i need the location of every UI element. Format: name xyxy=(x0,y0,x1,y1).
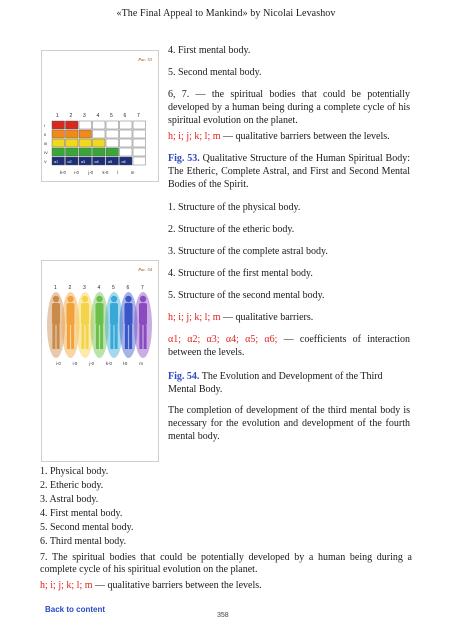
right-item-6-7: 6, 7. — the spiritual bodies that could be potentially developed by a human being during a complete cycle of his spiritual evolution on the planet. xyxy=(168,89,410,126)
fig-53-ref: Fig. 53. xyxy=(168,153,200,164)
fig53-cell xyxy=(106,148,119,156)
fig54-barrier: j-0 xyxy=(89,361,95,366)
fig53-cell xyxy=(133,130,146,138)
barrier-text-2: — qualitative barriers. xyxy=(220,312,314,323)
body-3: 3. Astral body. xyxy=(40,494,99,505)
fig54-col-3: 3 xyxy=(83,285,86,291)
fig53-col-7: 7 xyxy=(137,113,140,119)
fig54-col-7: 7 xyxy=(141,285,144,291)
fig53-cell xyxy=(120,121,133,129)
body-2: 2. Etheric body. xyxy=(40,480,104,491)
structure-1: 1. Structure of the physical body. xyxy=(168,202,301,213)
figure-53 xyxy=(41,50,159,182)
fig53-cell xyxy=(93,130,106,138)
fig53-cell xyxy=(133,157,146,165)
fig53-cell xyxy=(66,148,79,156)
page-header: «The Final Appeal to Mankind» by Nicolai Levashov xyxy=(116,8,336,19)
fig53-coef-2: α2 xyxy=(67,160,72,164)
fig53-row-IV: IV xyxy=(44,150,48,155)
fig54-barrier: i-0 xyxy=(56,361,61,366)
fig53-cell xyxy=(93,148,106,156)
body-6: 6. Third mental body. xyxy=(40,536,127,547)
fig53-col-3: 3 xyxy=(83,113,86,119)
structure-4: 4. Structure of the first mental body. xyxy=(168,268,313,279)
fig53-row-III: III xyxy=(44,141,48,146)
alpha-coefficients xyxy=(168,333,410,359)
fig-54-ref: Fig. 54. xyxy=(168,371,200,382)
fig53-cell xyxy=(133,121,146,129)
structure-3: 3. Structure of the complete astral body. xyxy=(168,246,328,257)
body-1: 1. Physical body. xyxy=(40,466,109,477)
fig53-coef-4: α4 xyxy=(94,160,99,164)
fig53-coef-1: α1 xyxy=(54,160,59,164)
fig53-col-4: 4 xyxy=(96,113,100,119)
fig-53-caption xyxy=(168,152,410,191)
fig53-cell xyxy=(106,139,119,147)
fig53-coef-3: α3 xyxy=(81,160,86,164)
fig53-cell xyxy=(79,148,92,156)
figure-53-diagram xyxy=(42,51,158,181)
page-number: 358 xyxy=(217,612,229,619)
structure-2: 2. Structure of the etheric body. xyxy=(168,224,295,235)
figure-54 xyxy=(41,260,159,462)
barrier-text: — qualitative barriers between the levels. xyxy=(220,131,390,142)
fig53-cell xyxy=(133,148,146,156)
fig53-barrier: m xyxy=(130,170,135,175)
fig53-col-2: 2 xyxy=(69,113,73,119)
fig53-barrier: j-0 xyxy=(88,170,94,175)
fig53-cell xyxy=(120,139,133,147)
barriers-line-1 xyxy=(168,130,410,143)
figure-54-label: Рис. 54 xyxy=(138,267,152,272)
body-7: 7. The spiritual bodies that could be potentially developed by a human being during a complete cycle of his spiritual evolution on the planet. xyxy=(40,552,412,575)
back-to-content-link[interactable]: Back to content xyxy=(45,605,106,614)
left-barrier-letters: h; i; j; k; l; m xyxy=(40,580,93,591)
fig54-col-1: 1 xyxy=(54,285,57,291)
fig54-col-5: 5 xyxy=(112,285,115,291)
fig53-row-I: I xyxy=(44,123,46,128)
fig53-cell xyxy=(79,130,92,138)
fig53-cell xyxy=(79,121,92,129)
fig53-barrier: i-0 xyxy=(74,170,79,175)
fig53-cell xyxy=(120,148,133,156)
left-barrier-text: — qualitative barriers between the levels. xyxy=(92,580,262,591)
figure-53-label: Рис. 53 xyxy=(138,57,152,62)
fig53-col-1: 1 xyxy=(56,113,59,119)
structure-5: 5. Structure of the second mental body. xyxy=(168,290,325,301)
fig53-row-II: II xyxy=(44,132,47,137)
fig53-cell xyxy=(133,139,146,147)
body-4: 4. First mental body. xyxy=(40,508,123,519)
body-5: 5. Second mental body. xyxy=(40,522,134,533)
fig53-cell xyxy=(93,121,106,129)
fig53-cell xyxy=(52,121,65,129)
fig53-cell xyxy=(66,139,79,147)
fig-54-caption-text: The Evolution and Development of the Third Mental Body. xyxy=(168,371,383,395)
fig53-cell xyxy=(52,139,65,147)
fig53-row-V: V xyxy=(44,159,47,164)
fig53-barrier: k-0 xyxy=(60,170,66,175)
fig54-barrier: k-0 xyxy=(106,361,112,366)
fig53-cell xyxy=(106,121,119,129)
fig53-barrier: l xyxy=(116,170,118,175)
fig53-cell xyxy=(66,130,79,138)
left-barriers-line xyxy=(40,580,412,592)
fig54-barrier: m xyxy=(139,361,143,366)
fig53-cell xyxy=(52,130,65,138)
fig53-cell xyxy=(79,139,92,147)
barrier-letters-2: h; i; j; k; l; m xyxy=(168,312,221,323)
alpha-text: — coefficients of interaction between the levels. xyxy=(168,334,410,358)
fig-53-caption-text: Qualitative Structure of the Human Spiritual Body: The Etheric, Complete Astral, and First and Second Mental Bodies of the Spirit. xyxy=(168,153,410,190)
completion-paragraph: The completion of development of the third mental body is necessary for the evolution and development of the fourth mental body. xyxy=(168,405,410,442)
fig53-cell xyxy=(52,148,65,156)
fig53-cell xyxy=(120,130,133,138)
right-item-4: 4. First mental body. xyxy=(168,45,251,56)
fig53-coef-6: α6 xyxy=(121,160,126,164)
fig53-cell xyxy=(66,121,79,129)
figure-54-diagram xyxy=(42,261,158,461)
fig53-cell xyxy=(93,139,106,147)
fig54-barrier: l-0 xyxy=(122,361,128,366)
fig53-coef-5: α5 xyxy=(108,160,113,164)
fig54-col-2: 2 xyxy=(68,285,72,291)
fig53-barrier: k-0 xyxy=(102,170,109,175)
fig53-col-6: 6 xyxy=(123,113,127,119)
alpha-letters: α1; α2; α3; α4; α5; α6; xyxy=(168,334,278,345)
barrier-letters: h; i; j; k; l; m xyxy=(168,131,221,142)
fig53-cell xyxy=(106,130,119,138)
fig54-body-7 xyxy=(134,292,152,358)
fig54-col-4: 4 xyxy=(97,285,101,291)
right-item-5: 5. Second mental body. xyxy=(168,67,262,78)
fig-54-caption xyxy=(168,370,410,396)
fig53-col-5: 5 xyxy=(110,113,113,119)
barriers-line-2 xyxy=(168,311,410,324)
fig54-col-6: 6 xyxy=(126,285,130,291)
fig54-barrier: i-0 xyxy=(72,361,78,366)
